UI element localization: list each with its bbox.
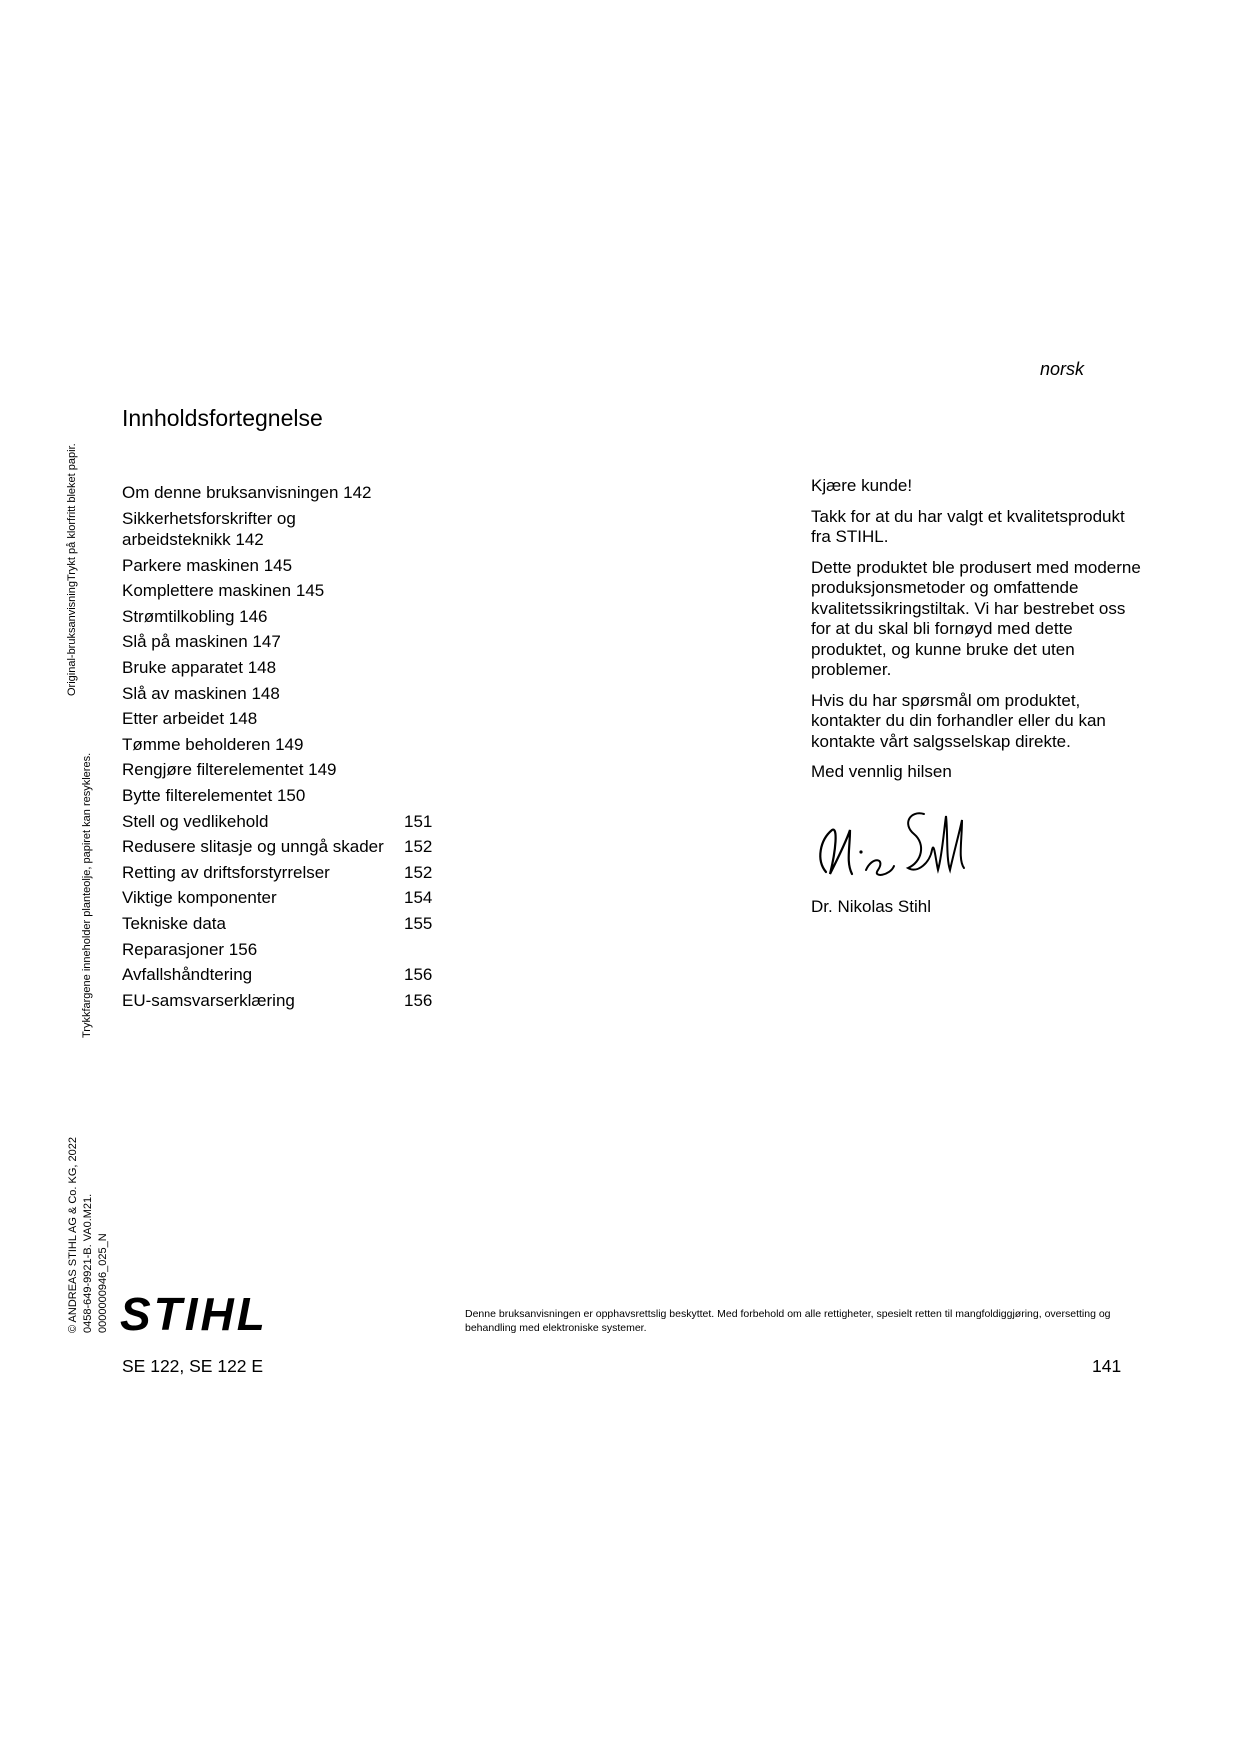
toc-entry — [122, 482, 452, 508]
toc-entry-title: EU-samsvarserklæring — [122, 990, 295, 1010]
model-name: SE 122, SE 122 E — [122, 1356, 264, 1376]
toc-entry-page: 156 — [404, 990, 433, 1010]
toc-entry — [122, 508, 452, 555]
toc-entry-title: Bruke apparatet 148 — [122, 657, 277, 677]
toc-entry-title: Sikkerhetsforskrifter og arbeidsteknikk 142 — [122, 508, 296, 549]
toc-entry-title: Viktige komponenter — [122, 888, 277, 908]
toc-entry — [122, 939, 452, 965]
stihl-logo — [118, 1290, 290, 1336]
letter-greeting: Kjære kunde! — [811, 476, 913, 495]
toc-entry — [122, 683, 452, 709]
toc-title: Innholdsfortegnelse — [122, 405, 323, 431]
copyright-line: © ANDREAS STIHL AG & Co. KG, 2022 — [67, 1137, 79, 1333]
logo-text: STIHL — [120, 1290, 268, 1336]
language-label: norsk — [1040, 359, 1085, 379]
letter-closing: Med vennlig hilsen — [811, 762, 952, 781]
toc-entry — [122, 836, 452, 862]
table-of-contents — [122, 482, 452, 1015]
toc-entry-page: 154 — [404, 888, 433, 908]
toc-entry — [122, 990, 452, 1016]
toc-entry — [122, 734, 452, 760]
toc-entry — [122, 657, 452, 683]
toc-entry-page: 156 — [404, 965, 433, 985]
toc-entry-title: Retting av driftsforstyrrelser — [122, 862, 330, 882]
page-number: 141 — [1092, 1356, 1122, 1376]
side-note-inks: Trykkfargene inneholder planteolje, papiret kan resykleres. — [81, 752, 93, 1038]
toc-entry-page: 155 — [404, 913, 433, 933]
toc-entry-title: Slå på maskinen 147 — [122, 632, 281, 652]
toc-entry — [122, 964, 452, 990]
toc-entry — [122, 606, 452, 632]
welcome-letter — [811, 476, 1141, 793]
toc-entry — [122, 631, 452, 657]
toc-entry — [122, 887, 452, 913]
letter-paragraph: Dette produktet ble produsert med moderne produksjonsmetoder og omfattende kvalitetssikringstiltak. Vi har bestrebet oss for at du skal bli fornøyd med dette produktet, og kunne bruke det uten problemer. — [811, 557, 1141, 679]
toc-entry-title: Om denne bruksanvisningen 142 — [122, 483, 372, 502]
toc-entry-title: Tekniske data — [122, 913, 226, 933]
letter-paragraph: Takk for at du har valgt et kvalitetsprodukt fra STIHL. — [811, 506, 1125, 546]
toc-entry-title: Rengjøre filterelementet 149 — [122, 760, 337, 780]
toc-entry-page: 151 — [404, 811, 433, 831]
toc-entry — [122, 708, 452, 734]
toc-entry — [122, 811, 452, 837]
toc-entry — [122, 913, 452, 939]
toc-entry-title: Parkere maskinen 145 — [122, 555, 293, 575]
toc-entry-title: Tømme beholderen 149 — [122, 734, 304, 754]
toc-entry-page: 152 — [404, 837, 433, 857]
toc-entry-title: Avfallshåndtering — [122, 965, 253, 985]
toc-entry — [122, 862, 452, 888]
side-note-original: Original-bruksanvisningTrykt på klorfritt bleket papir. — [66, 443, 78, 696]
document-code: 0458-649-9921-B. VA0.M21. — [82, 1193, 94, 1333]
toc-entry-title: Stell og vedlikehold — [122, 811, 269, 831]
legal-notice: Denne bruksanvisningen er opphavsrettslig beskyttet. Med forbehold om alle rettigheter, spesielt retten til mangfoldiggjøring, oversetting og behandling med elektroniske systemer. — [465, 1308, 1111, 1334]
toc-entry — [122, 785, 452, 811]
toc-entry-title: Bytte filterelementet 150 — [122, 785, 306, 805]
toc-entry-title: Etter arbeidet 148 — [122, 709, 258, 729]
toc-entry-title: Redusere slitasje og unngå skader — [122, 837, 384, 857]
toc-entry-title: Strømtilkobling 146 — [122, 606, 268, 626]
document-code: 0000000946_025_N — [97, 1233, 109, 1333]
side-note-copyright — [66, 1137, 111, 1333]
toc-entry — [122, 580, 452, 606]
toc-entry-page: 152 — [404, 862, 433, 882]
handwritten-signature — [806, 800, 972, 890]
toc-entry-title: Komplettere maskinen 145 — [122, 581, 325, 601]
toc-entry — [122, 555, 452, 581]
toc-entry — [122, 759, 452, 785]
toc-entry-title: Reparasjoner 156 — [122, 939, 258, 959]
toc-entry-title: Slå av maskinen 148 — [122, 683, 280, 703]
letter-paragraph: Hvis du har spørsmål om produktet, kontakter du din forhandler eller du kan kontakte vårt salgsselskap direkte. — [811, 690, 1106, 751]
signer-name: Dr. Nikolas Stihl — [811, 897, 931, 916]
